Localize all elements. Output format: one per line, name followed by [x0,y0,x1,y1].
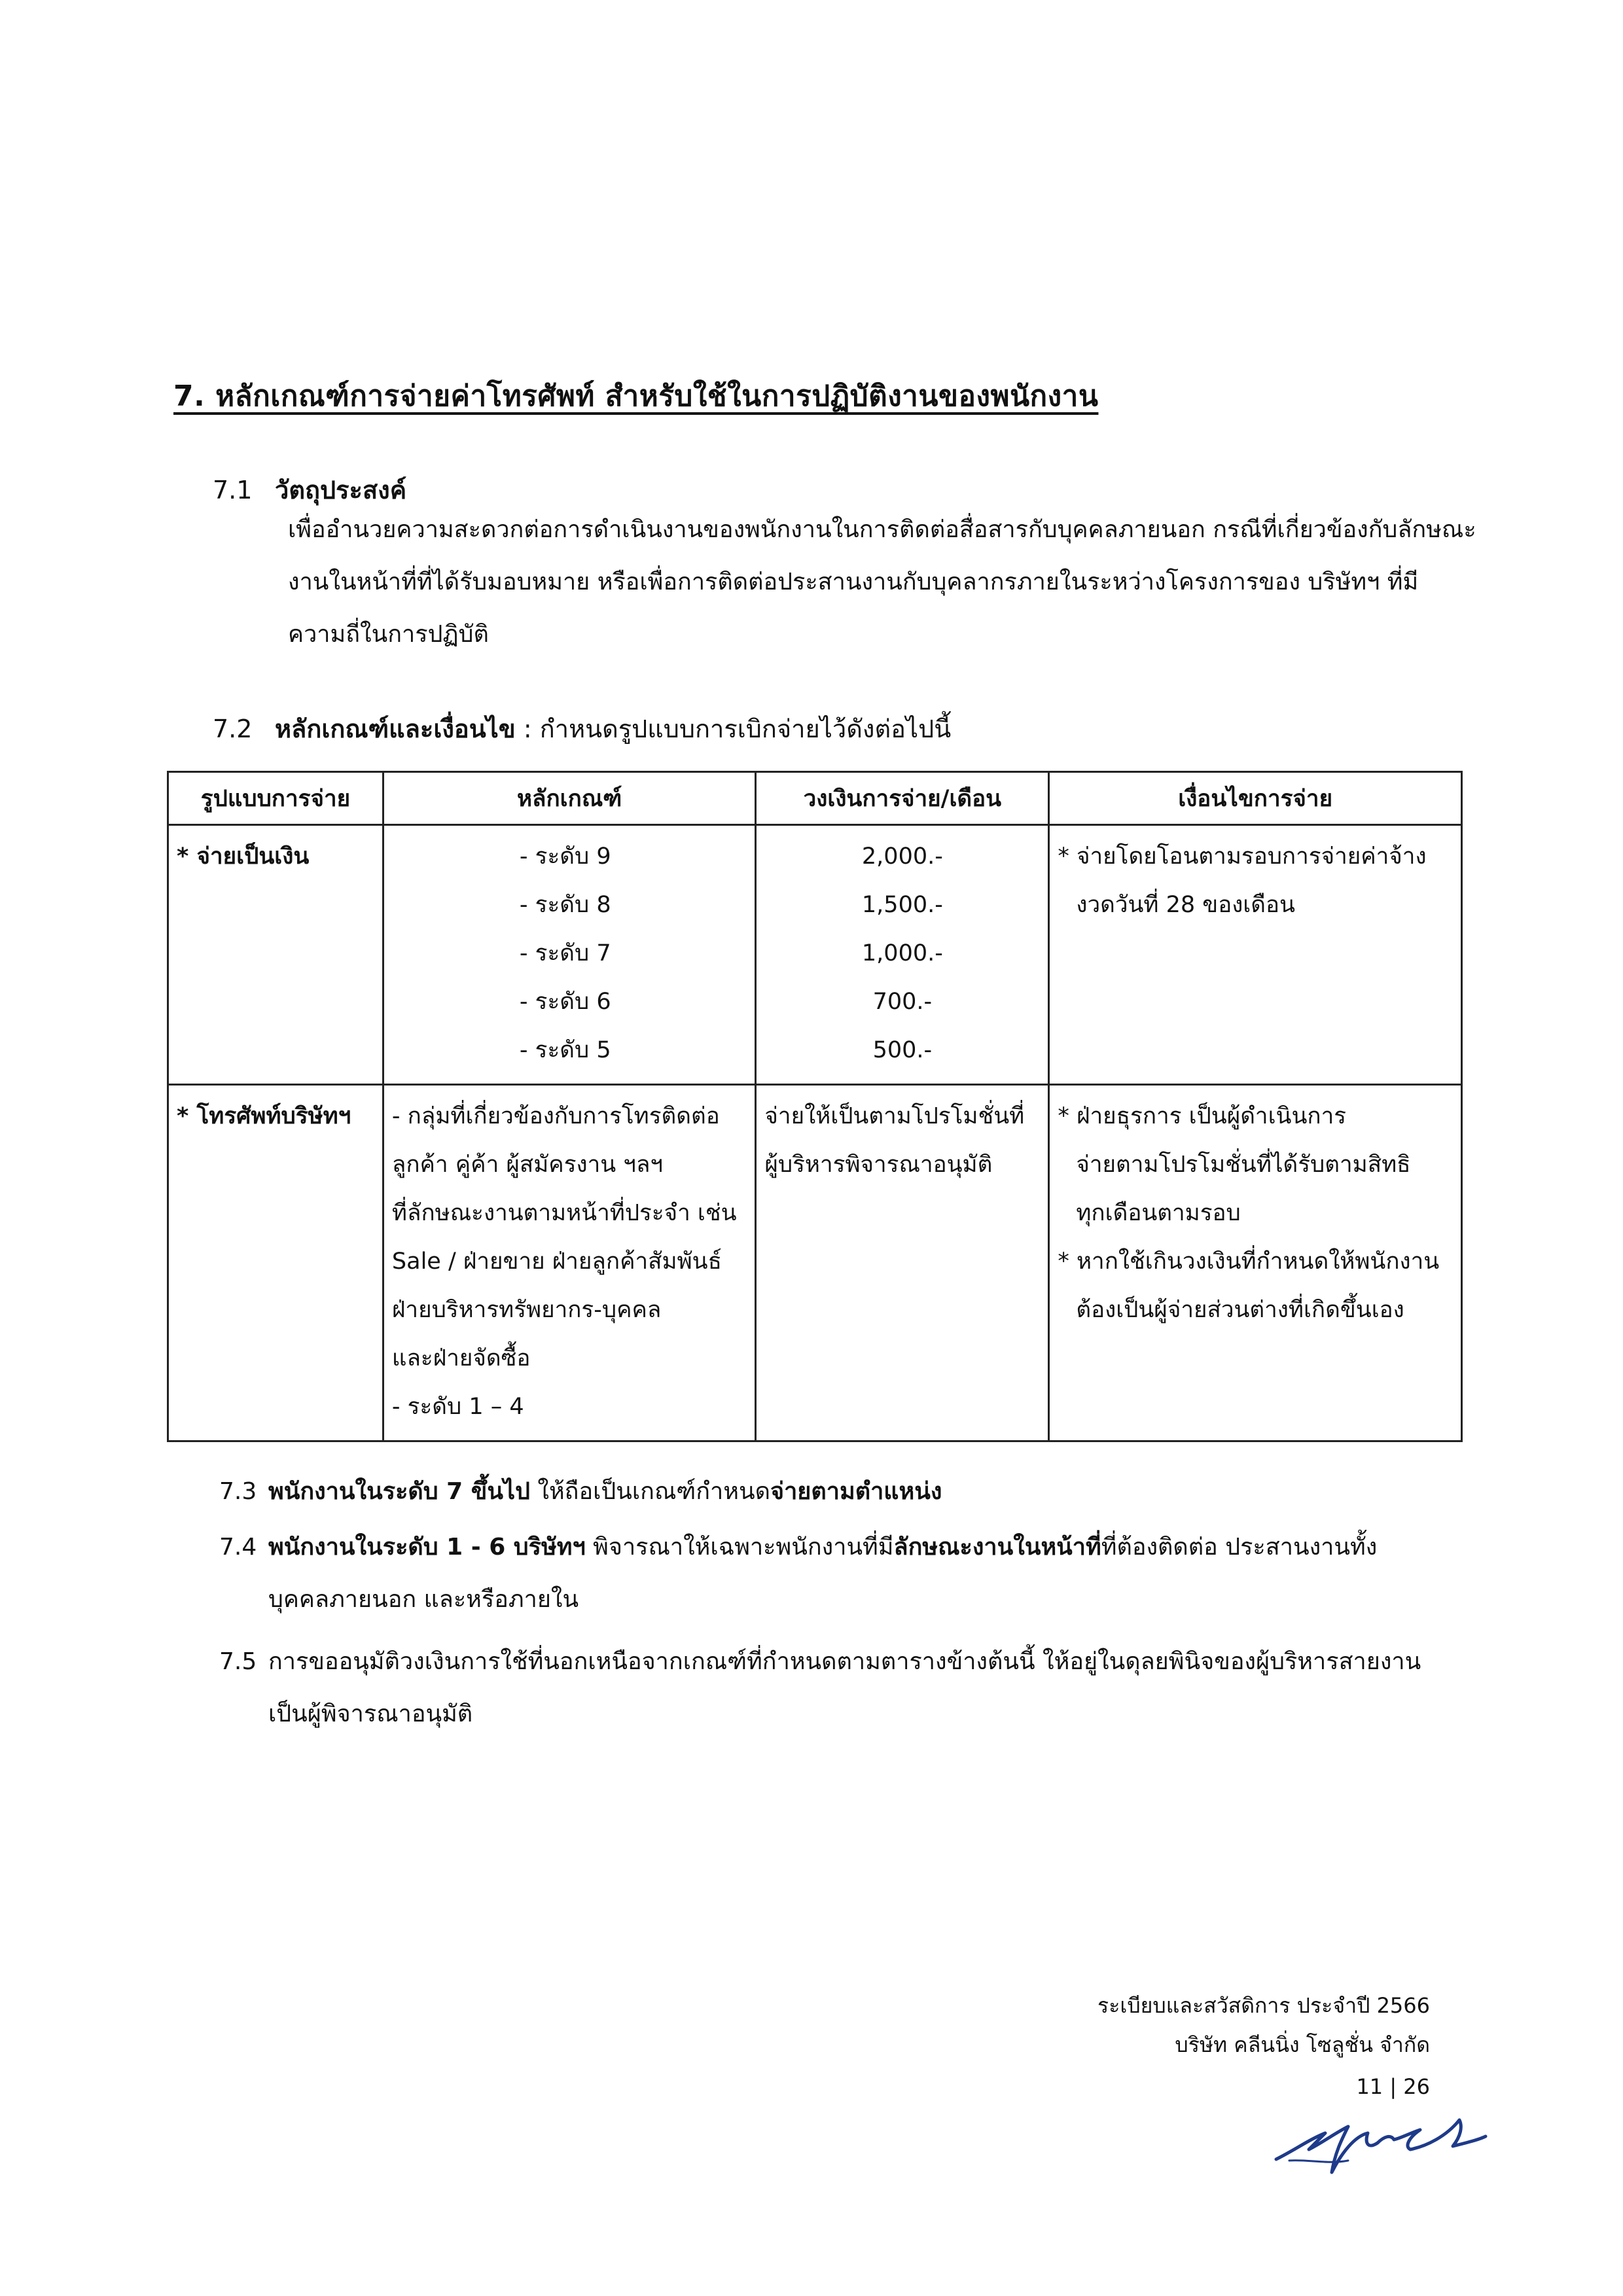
paragraph-line: เพื่ออำนวยความสะดวกต่อการดำเนินงานของพนักงานในการติดต่อสื่อสารกับบุคคลภายนอก กรณีที่เกี่ยวข้องกับลักษณะ [288,516,1476,543]
condition-line: * ฝ่ายธุรการ เป็นผู้ดำเนินการ [1058,1103,1347,1129]
condition-cell [1049,1085,1462,1441]
footer-regulation-title: ระเบียบและสวัสดิการ ประจำปี 2566 [1097,1993,1430,2018]
criteria-line: ลูกค้า คู่ค้า ผู้สมัครงาน ฯลฯ [391,1152,664,1178]
rule-continuation: บุคคลภายนอก และหรือภายใน [268,1586,579,1613]
criteria-line: Sale / ฝ่ายขาย ฝ่ายลูกค้าสัมพันธ์ [391,1248,722,1275]
rule-text: พิจารณาให้เฉพาะพนักงานที่มี [585,1534,894,1561]
amount-item: 2,000.- [861,843,943,870]
table-row [168,825,1462,1085]
subsection-title: วัตถุประสงค์ [275,476,407,504]
subsection-title: หลักเกณฑ์และเงื่อนไข [275,715,516,743]
criteria-line: และฝ่ายจัดซื้อ [391,1345,531,1371]
rule-7-5 [219,1642,1421,1680]
subsection-number: 7.1 [213,476,253,504]
level-item: - ระดับ 7 [519,940,611,966]
condition-line: งวดวันที่ 28 ของเดือน [1076,892,1295,918]
rule-text: การขออนุมัติวงเงินการใช้ที่นอกเหนือจากเกณฑ์ที่กำหนดตามตารางข้างต้นนี้ ให้อยู่ในดุลยพินิจของผู้บริหารสายงาน [268,1648,1421,1675]
rule-number: 7.4 [219,1534,257,1561]
level-item: - ระดับ 5 [519,1037,611,1063]
table-header-row [168,772,1462,825]
amount-line: ผู้บริหารพิจารณาอนุมัติ [764,1152,993,1178]
level-item: - ระดับ 8 [519,892,611,918]
amount-line: จ่ายให้เป็นตามโปรโมชั่นที่ [764,1103,1025,1129]
rule-7-4 [219,1528,1377,1565]
rule-number: 7.5 [219,1648,257,1675]
level-item: - ระดับ 9 [519,843,611,870]
criteria-cell [383,825,755,1085]
amount-item: 700.- [872,989,933,1015]
criteria-cell [383,1085,755,1441]
table-header: รูปแบบการจ่าย [168,772,383,825]
rule-continuation: เป็นผู้พิจารณาอนุมัติ [268,1701,473,1727]
rule-text: ที่ต้องติดต่อ ประสานงานทั้ง [1101,1534,1378,1561]
condition-line: * จ่ายโดยโอนตามรอบการจ่ายค่าจ้าง [1058,843,1427,870]
rule-bold-text: พนักงานในระดับ 7 ขึ้นไป [268,1478,530,1505]
criteria-line: ฝ่ายบริหารทรัพยากร-บุคคล [391,1297,662,1323]
payment-type-cell [168,1085,383,1441]
amount-item: 500.- [872,1037,933,1063]
signature-icon [1270,2087,1492,2185]
amount-item: 1,000.- [861,940,943,966]
subsection-7-2-title [213,709,951,749]
table-header: เงื่อนไขการจ่าย [1049,772,1462,825]
condition-line: จ่ายตามโปรโมชั่นที่ได้รับตามสิทธิ [1076,1152,1411,1178]
rule-bold-text: จ่ายตามตำแหน่ง [770,1478,942,1505]
amount-cell [756,1085,1049,1441]
condition-cell [1049,825,1462,1085]
paragraph-line: งานในหน้าที่ที่ได้รับมอบหมาย หรือเพื่อการติดต่อประสานงานกับบุคลากรภายในระหว่างโครงการของ บริษัทฯ ที่มี [288,569,1419,595]
rule-text: ให้ถือเป็นเกณฑ์กำหนด [529,1478,770,1505]
paragraph-line: ความถี่ในการปฏิบัติ [288,621,489,648]
level-item: - ระดับ 6 [519,989,611,1015]
rule-number: 7.3 [219,1478,257,1505]
amount-item: 1,500.- [861,892,943,918]
table-header: วงเงินการจ่าย/เดือน [756,772,1049,825]
subsection-7-1-title [213,470,406,510]
subsection-description: : กำหนดรูปแบบการเบิกจ่ายไว้ดังต่อไปนี้ [515,715,952,743]
footer-company-name: บริษัท คลีนนิ่ง โซลูชั่น จำกัด [1175,2032,1430,2057]
condition-line: ทุกเดือนตามรอบ [1076,1200,1241,1226]
criteria-line: ที่ลักษณะงานตามหน้าที่ประจำ เช่น [391,1200,737,1226]
table-header: หลักเกณฑ์ [383,772,755,825]
condition-line: * หากใช้เกินวงเงินที่กำหนดให้พนักงาน [1058,1248,1440,1275]
payment-type: * โทรศัพท์บริษัทฯ [177,1103,351,1129]
criteria-line: - ระดับ 1 – 4 [391,1394,524,1420]
rule-bold-text: ลักษณะงานในหน้าที่ [893,1534,1101,1561]
rule-bold-text: พนักงานในระดับ 1 - 6 บริษัทฯ [268,1534,586,1561]
section-heading: 7. หลักเกณฑ์การจ่ายค่าโทรศัพท์ สำหรับใช้ในการปฏิบัติงานของพนักงาน [173,380,1099,413]
subsection-number: 7.2 [213,715,253,743]
amount-cell [756,825,1049,1085]
page-number: 11 | 26 [1356,2074,1430,2099]
payment-table [167,771,1463,1442]
criteria-line: - กลุ่มที่เกี่ยวข้องกับการโทรติดต่อ [391,1103,720,1129]
payment-type: * จ่ายเป็นเงิน [177,843,310,870]
table-row [168,1085,1462,1441]
rule-7-3 [219,1472,942,1510]
condition-line: ต้องเป็นผู้จ่ายส่วนต่างที่เกิดขึ้นเอง [1076,1297,1404,1323]
payment-type-cell [168,825,383,1085]
